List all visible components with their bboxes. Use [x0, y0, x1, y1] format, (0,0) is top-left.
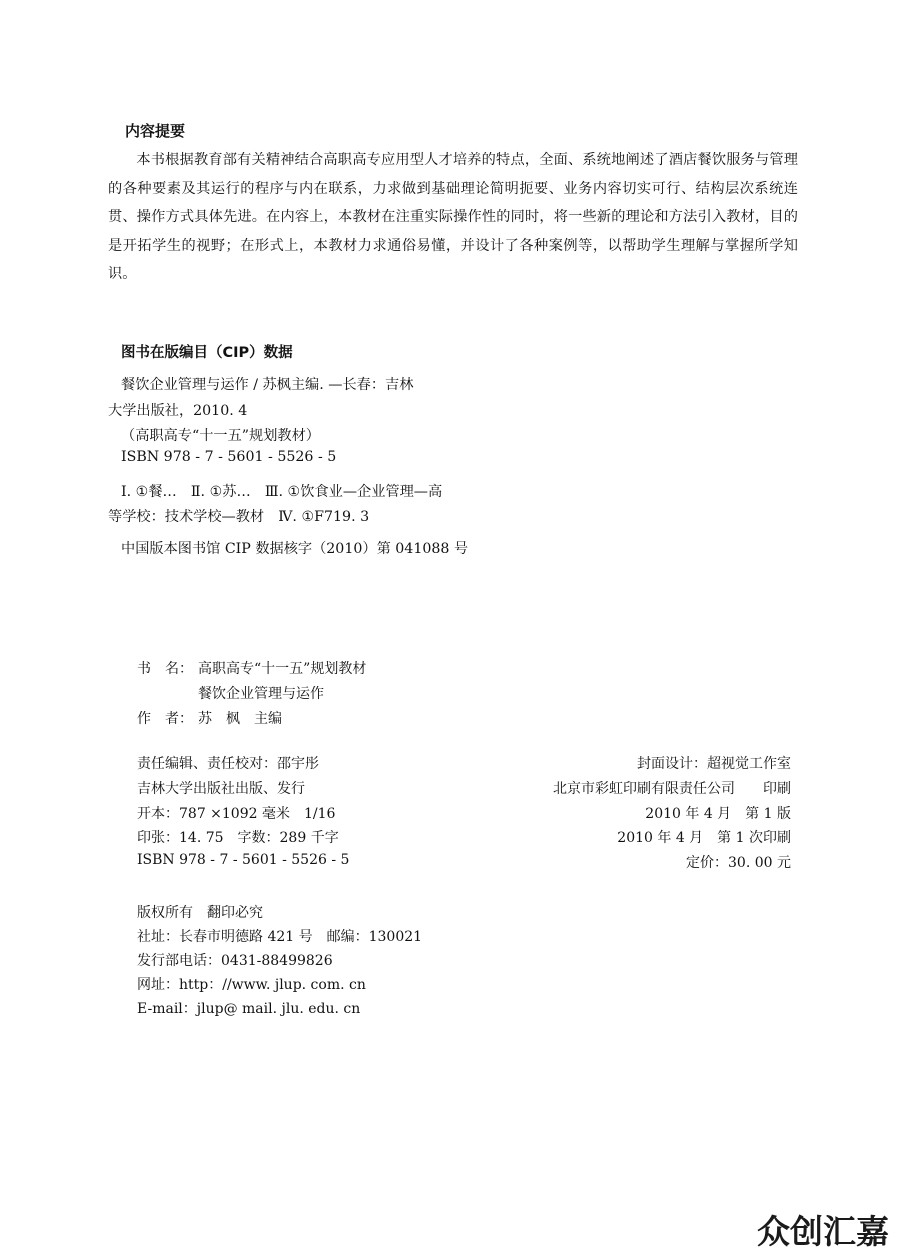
format-info: 开本：787 ×1092 毫米 1/16 — [137, 806, 336, 822]
cip-line-4: ISBN 978 - 7 - 5601 - 5526 - 5 — [121, 449, 337, 465]
isbn-info: ISBN 978 - 7 - 5601 - 5526 - 5 — [137, 852, 350, 868]
author-label: 作 者： — [137, 711, 193, 727]
email-info: E-mail：jlup@ mail. jlu. edu. cn — [137, 1001, 361, 1017]
cip-title: 图书在版编目（CIP）数据 — [121, 345, 293, 361]
price-info: 定价：30. 00 元 — [686, 855, 791, 871]
summary-title: 内容提要 — [125, 122, 186, 140]
book-name-line-1: 高职高专“十一五”规划教材 — [198, 661, 367, 677]
cip-line-2: 大学出版社，2010. 4 — [108, 403, 248, 419]
sheets-info: 印张：14. 75 字数：289 千字 — [137, 830, 339, 846]
website-info: 网址：http：//www. jlup. com. cn — [137, 977, 366, 993]
book-name-line-2: 餐饮企业管理与运作 — [198, 686, 324, 702]
summary-body — [108, 146, 798, 289]
cip-line-1: 餐饮企业管理与运作 / 苏枫主编. —长春：吉林 — [121, 377, 414, 393]
edition-info: 2010 年 4 月 第 1 版 — [645, 806, 791, 822]
cip-line-6: 等学校：技术学校—教材 Ⅳ. ①F719. 3 — [108, 509, 370, 525]
printer-info: 北京市彩虹印刷有限责任公司 印刷 — [553, 781, 791, 797]
cip-line-7: 中国版本图书馆 CIP 数据核字（2010）第 041088 号 — [121, 541, 469, 557]
cip-line-5: Ⅰ. ①餐… Ⅱ. ①苏… Ⅲ. ①饮食业—企业管理—高 — [121, 484, 443, 500]
rights-notice: 版权所有 翻印必究 — [137, 905, 263, 921]
printing-info: 2010 年 4 月 第 1 次印刷 — [617, 830, 791, 846]
book-name-label: 书 名： — [137, 661, 193, 677]
phone-info: 发行部电话：0431-88499826 — [137, 953, 333, 969]
cip-line-3: （高职高专“十一五”规划教材） — [121, 428, 320, 444]
address-info: 社址：长春市明德路 421 号 邮编：130021 — [137, 929, 423, 945]
editor-info: 责任编辑、责任校对：邵宇彤 — [137, 756, 319, 772]
cover-design-info: 封面设计：超视觉工作室 — [637, 756, 791, 772]
publisher-info: 吉林大学出版社出版、发行 — [137, 781, 305, 797]
watermark-logo: 众创汇嘉 — [757, 1212, 889, 1251]
summary-paragraph: 本书根据教育部有关精神结合高职高专应用型人才培养的特点，全面、系统地阐述了酒店餐饮服务与管理的各种要素及其运行的程序与内在联系，力求做到基础理论简明扼要、业务内容切实可行、结构层次系统连贯、操作方式具体先进。在内容上，本教材在注重实际操作性的同时，将一些新的理论和方法引入教材，目的是开拓学生的视野；在形式上，本教材力求通俗易懂，并设计了各种案例等，以帮助学生理解与掌握所学知识。 — [108, 152, 798, 282]
author-value: 苏 枫 主编 — [198, 711, 282, 727]
